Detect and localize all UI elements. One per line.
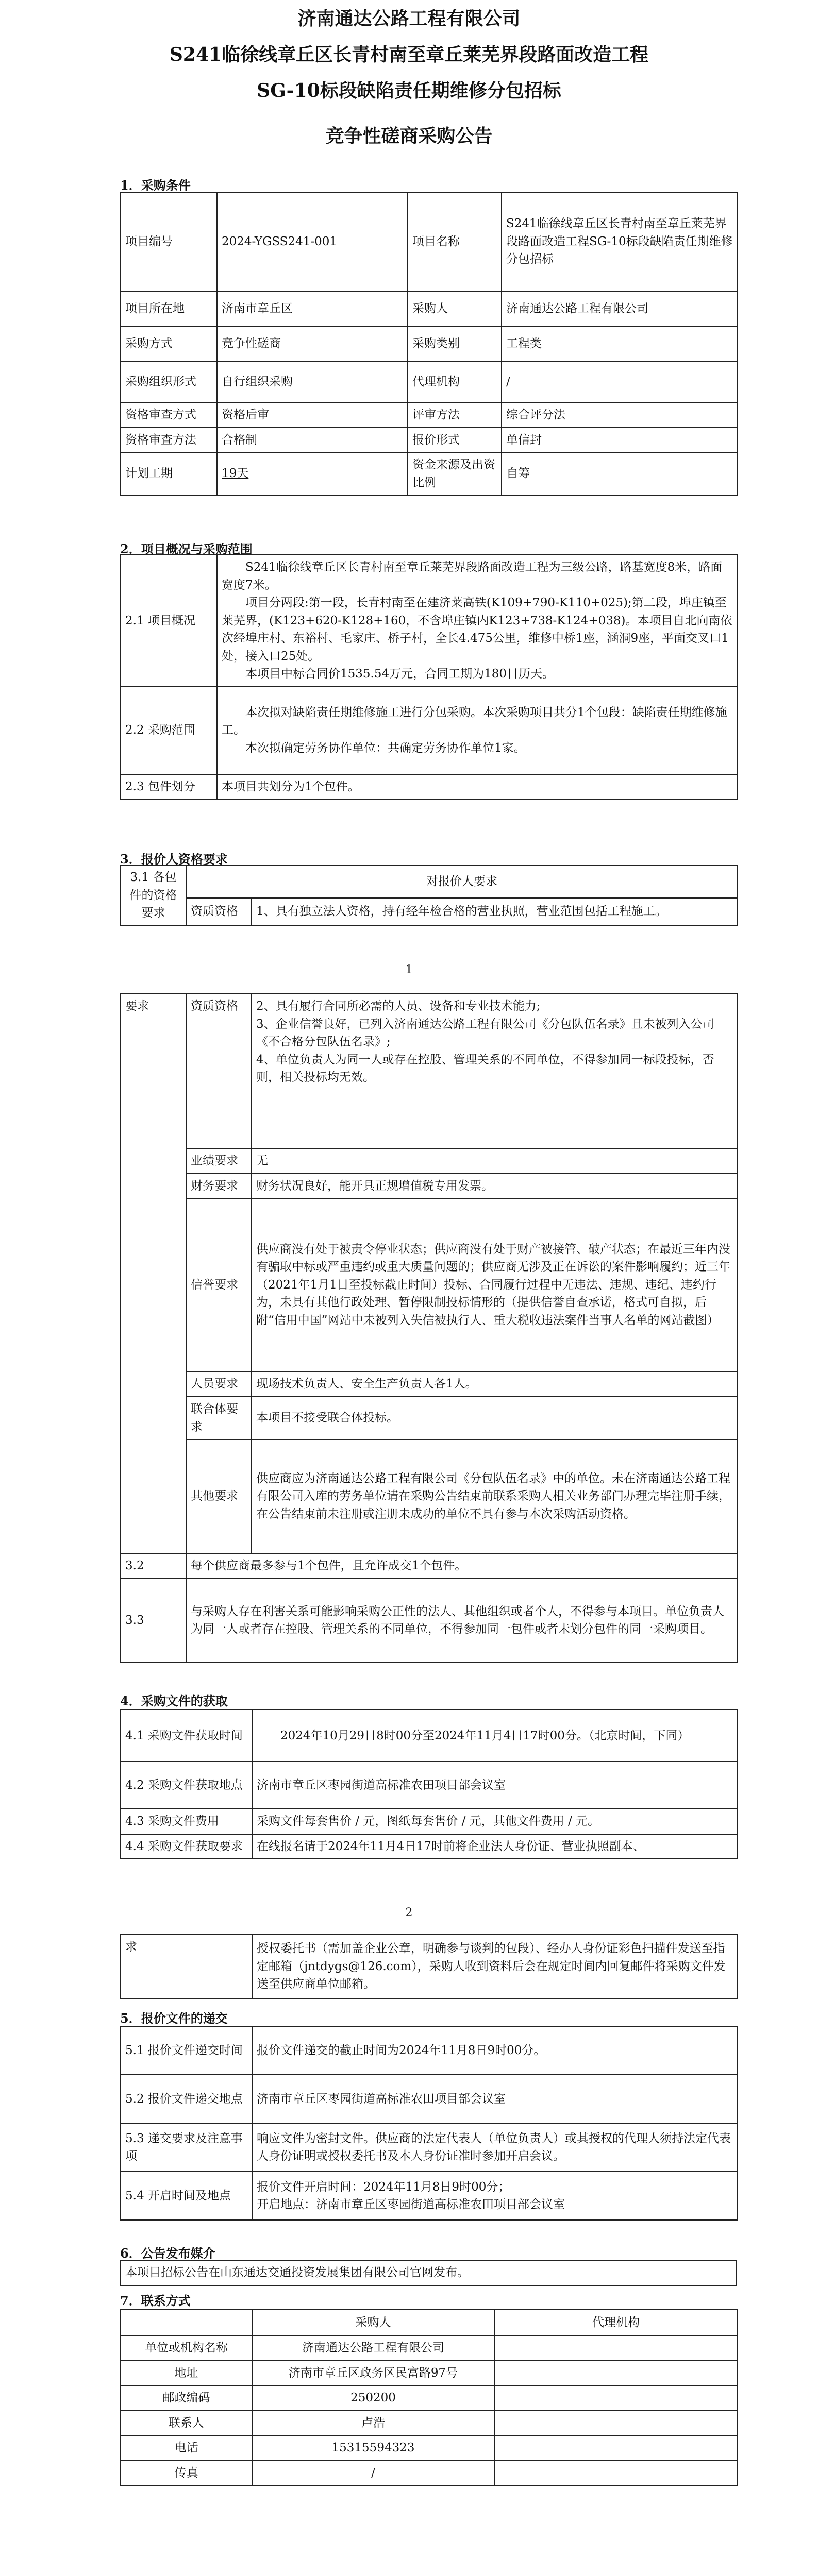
table-row (121, 2435, 738, 2461)
cell-value: 响应文件为密封文件。供应商的法定代表人（单位负责人）或其授权的代理人须持法定代表人身份证明或授权委托书及本人身份证准时参加开启会议。 (252, 2123, 738, 2172)
cell-value: 济南通达公路工程有限公司 (502, 291, 738, 326)
cell-label: 2.3 包件划分 (121, 774, 217, 800)
section-4-title: 4．采购文件的获取 (120, 1693, 228, 1708)
cell-value: 自行组织采购 (217, 361, 408, 402)
table-row (121, 994, 738, 1148)
cell-value: 供应商应为济南通达公路工程有限公司《分包队伍名录》中的单位。未在济南通达公路工程有限公司入库的劳务单位请在采购公告结束前联系采购人相关业务部门办理完毕注册手续，在公告结束前未注册或注册未成功的单位不具有参与本次采购活动资格。 (252, 1440, 738, 1553)
table-row (121, 1174, 738, 1199)
cell-label: 3.3 (121, 1578, 186, 1663)
table-row (121, 291, 738, 326)
table-row (121, 1834, 738, 1859)
cell-value: 本项目不接受联合体投标。 (252, 1397, 738, 1440)
table-row (121, 555, 738, 687)
section-7-title: 7．联系方式 (120, 2293, 191, 2308)
cell-label: 采购人 (408, 291, 502, 326)
cell-value: 报价文件递交的截止时间为2024年11月8日9时00分。 (252, 2026, 738, 2075)
cell-value: 工程类 (502, 326, 738, 361)
cell-value (217, 687, 738, 774)
cell-label: 评审方法 (408, 402, 502, 428)
company-title: 济南通达公路工程有限公司 (297, 8, 521, 29)
cell-label: 3.2 (121, 1553, 186, 1579)
cell-label: 5.1 报价文件递交时间 (121, 2026, 252, 2075)
cell-header: 对报价人要求 (186, 865, 738, 898)
table-row (121, 1371, 738, 1397)
table-row (121, 428, 738, 453)
cell-value: S241临徐线章丘区长青村南至章丘莱芜界段路面改造工程SG-10标段缺陷责任期维修分包招标 (502, 192, 738, 291)
table-row (121, 1578, 738, 1663)
section-title: SG-10标段缺陷责任期维修分包招标 (257, 80, 561, 101)
table-row (121, 1935, 738, 1998)
table-row (121, 774, 738, 800)
section-6-title: 6．公告发布媒介 (120, 2246, 215, 2261)
cell-value (494, 2411, 738, 2436)
cell-label: 项目编号 (121, 192, 217, 291)
table-row (121, 865, 738, 898)
cell-value (494, 2385, 738, 2411)
cell-label: 资金来源及出资比例 (408, 452, 502, 495)
cell-value: 1、具有独立法人资格，持有经年检合格的营业执照，营业范围包括工程施工。 (252, 898, 738, 926)
cell-value: 资格后审 (217, 402, 408, 428)
cell-label: 联系人 (121, 2411, 252, 2436)
cell-value: 与采购人存在利害关系可能影响采购公正性的法人、其他组织或者个人，不得参与本项目。单位负责人为同一人或者存在控股、管理关系的不同单位，不得参加同一包件或者未划分包件的同一采购项目。 (186, 1578, 738, 1663)
duration-value: 19天 (222, 467, 249, 481)
table-row (121, 2310, 738, 2335)
cell-label: 采购方式 (121, 326, 217, 361)
cell-label: 单位或机构名称 (121, 2335, 252, 2361)
procurement-conditions-table (120, 192, 738, 496)
section-2-title: 2．项目概况与采购范围 (120, 541, 253, 556)
cell-value: 合格制 (217, 428, 408, 453)
cell-label: 要求 (121, 994, 186, 1553)
page-number: 2 (405, 1906, 413, 1919)
cell-label: 采购类别 (408, 326, 502, 361)
project-title: S241临徐线章丘区长青村南至章丘莱芜界段路面改造工程 (169, 44, 649, 65)
cell-value: 自筹 (502, 452, 738, 495)
table-row (121, 2385, 738, 2411)
cell-value: 250200 (252, 2385, 494, 2411)
overview-paragraph: S241临徐线章丘区长青村南至章丘莱芜界段路面改造工程为三级公路，路基宽度8米，路面宽度7米。 (222, 561, 723, 592)
table-row (121, 1809, 738, 1834)
cell-value: 本项目共划分为1个包件。 (217, 774, 738, 800)
notice-title: 竞争性磋商采购公告 (325, 125, 493, 147)
qualification-table (120, 993, 738, 1663)
table-row (121, 2361, 738, 2386)
cell-label: 业绩要求 (186, 1148, 252, 1174)
table-row (121, 1761, 738, 1809)
cell-value (494, 2461, 738, 2486)
cell-label: 财务要求 (186, 1174, 252, 1199)
contact-table (120, 2309, 738, 2486)
cell-label: 电话 (121, 2435, 252, 2461)
cell-value (494, 2435, 738, 2461)
cell-label: 2.2 采购范围 (121, 687, 217, 774)
table-row (121, 1553, 738, 1579)
table-row (121, 361, 738, 402)
table-row (121, 1397, 738, 1440)
cell-value: 每个供应商最多参与1个包件，且允许成交1个包件。 (186, 1553, 738, 1579)
page-number: 1 (405, 963, 413, 976)
cell-value (217, 555, 738, 687)
cell-value (252, 2172, 738, 2220)
cell-value: 15315594323 (252, 2435, 494, 2461)
cell-label: 联合体要求 (186, 1397, 252, 1440)
table-row (121, 687, 738, 774)
section-3-title: 3．报价人资格要求 (120, 852, 228, 867)
cell-value: 济南市章丘区政务区民富路97号 (252, 2361, 494, 2386)
media-table (120, 2260, 737, 2286)
table-row (121, 192, 738, 291)
cell-label: 报价形式 (408, 428, 502, 453)
table-row (121, 1148, 738, 1174)
cell-value: / (252, 2461, 494, 2486)
cell-value: / (502, 361, 738, 402)
table-row (121, 2123, 738, 2172)
cell-label: 4.2 采购文件获取地点 (121, 1761, 252, 1809)
cell-value (494, 2361, 738, 2386)
table-row (121, 326, 738, 361)
table-row (121, 2075, 738, 2123)
cell-value: 2、具有履行合同所必需的人员、设备和专业技术能力; 3、企业信誉良好，已列入济南通达公路工程有限公司《分包队伍名录》且未被列入公司《不合格分包队伍名录》; 4、单位负责人为同一人或存在控股、管理关系的不同单位，不得参加同一标段投标，否则，相关投标均无效。 (252, 994, 738, 1148)
cell-label: 项目所在地 (121, 291, 217, 326)
table-row (121, 2260, 737, 2285)
opening-time: 报价文件开启时间：2024年11月8日9时00分； (257, 2180, 510, 2194)
cell-value: 无 (252, 1148, 738, 1174)
cell-value: 济南市章丘区 (217, 291, 408, 326)
cell-label: 人员要求 (186, 1371, 252, 1397)
qualification-table-top (120, 865, 738, 926)
table-row (121, 1198, 738, 1371)
cell-value (217, 452, 408, 495)
cell-value (494, 2335, 738, 2361)
project-overview-table (120, 554, 738, 800)
cell-value: 财务状况良好，能开具正规增值税专用发票。 (252, 1174, 738, 1199)
cell-label: 4.1 采购文件获取时间 (121, 1710, 252, 1761)
table-row (121, 1440, 738, 1553)
cell-label: 信誉要求 (186, 1198, 252, 1371)
table-row (121, 402, 738, 428)
cell-value: 单信封 (502, 428, 738, 453)
cell-value: 2024年10月29日8时00分至2024年11月4日17时00分。（北京时间，下同） (252, 1710, 738, 1761)
submission-table (120, 2026, 738, 2221)
cell-label: 资质资格 (186, 994, 252, 1148)
cell-label: 求 (121, 1935, 252, 1998)
cell-value: 2024-YGSS241-001 (217, 192, 408, 291)
cell-label: 5.3 递交要求及注意事项 (121, 2123, 252, 2172)
cell-value: 济南市章丘区枣园街道高标准农田项目部会议室 (252, 1761, 738, 1809)
cell-label: 资质资格 (186, 898, 252, 926)
section-5-title: 5．报价文件的递交 (120, 2011, 228, 2026)
table-row (121, 2335, 738, 2361)
cell-label: 计划工期 (121, 452, 217, 495)
table-row (121, 2172, 738, 2220)
document-acquisition-table (120, 1709, 738, 1859)
cell-label: 4.4 采购文件获取要求 (121, 1834, 252, 1859)
cell-value: 本项目招标公告在山东通达交通投资发展集团有限公司官网发布。 (121, 2260, 737, 2285)
scope-paragraph: 本次拟对缺陷责任期维修施工进行分包采购。本次采购项目共分1个包段：缺陷责任期维修施工。 (222, 705, 727, 737)
cell-header: 代理机构 (494, 2310, 738, 2335)
cell-label: 5.4 开启时间及地点 (121, 2172, 252, 2220)
cell-label: 地址 (121, 2361, 252, 2386)
cell-value: 供应商没有处于被责令停业状态；供应商没有处于财产被接管、破产状态；在最近三年内没有骗取中标或严重违约或重大质量问题的；供应商无涉及正在诉讼的案件影响履约；近三年（2021年1月1日至投标截止时间）投标、合同履行过程中无违法、违规、违纪、违约行为，未具有其他行政处理、暂停限制投标情形的（提供信誉自查承诺，格式可自拟，后附“信用中国”网站中未被列入失信被执行人、重大税收违法案件当事人名单的网站截图） (252, 1198, 738, 1371)
cell-empty (121, 2310, 252, 2335)
cell-label: 采购组织形式 (121, 361, 217, 402)
cell-header: 采购人 (252, 2310, 494, 2335)
opening-place: 开启地点：济南市章丘区枣园街道高标准农田项目部会议室 (257, 2198, 565, 2211)
cell-value: 在线报名请于2024年11月4日17时前将企业法人身份证、营业执照副本、 (252, 1834, 738, 1859)
document-acquisition-table-cont (120, 1934, 738, 1999)
cell-value: 济南市章丘区枣园街道高标准农田项目部会议室 (252, 2075, 738, 2123)
cell-value: 卢浩 (252, 2411, 494, 2436)
overview-paragraph: 项目分两段:第一段，长青村南至在建济莱高铁(K109+790-K110+025);第二段，埠庄镇至莱芜界，(K123+620-K128+160，不含埠庄镇内K123+738-K124+038)。本项目自北向南依次经埠庄村、东裕村、毛家庄、桥子村，全长4.475公里，维修中桥1座，涵洞9座，平面交叉口1处，接入口25处。 (222, 596, 732, 663)
cell-label: 3.1 各包件的资格要求 (121, 865, 186, 926)
cell-value: 竞争性磋商 (217, 326, 408, 361)
table-row (121, 898, 738, 926)
cell-label: 项目名称 (408, 192, 502, 291)
cell-value: 授权委托书（需加盖企业公章，明确参与谈判的包段）、经办人身份证彩色扫描件发送至指定邮箱（jntdygs@126.com），采购人收到资料后会在规定时间内回复邮件将采购文件发送至供应商单位邮箱。 (252, 1935, 738, 1998)
cell-label: 邮政编码 (121, 2385, 252, 2411)
table-row (121, 2461, 738, 2486)
cell-value: 综合评分法 (502, 402, 738, 428)
section-1-title: 1．采购条件 (120, 178, 191, 193)
overview-paragraph: 本项目中标合同价1535.54万元，合同工期为180日历天。 (245, 667, 555, 681)
cell-value: 济南通达公路工程有限公司 (252, 2335, 494, 2361)
table-row (121, 452, 738, 495)
cell-label: 资格审查方法 (121, 428, 217, 453)
cell-label: 其他要求 (186, 1440, 252, 1553)
cell-value: 现场技术负责人、安全生产负责人各1人。 (252, 1371, 738, 1397)
scope-paragraph: 本次拟确定劳务协作单位：共确定劳务协作单位1家。 (245, 741, 526, 755)
table-row (121, 1710, 738, 1761)
cell-label: 资格审查方式 (121, 402, 217, 428)
cell-label: 4.3 采购文件费用 (121, 1809, 252, 1834)
table-row (121, 2026, 738, 2075)
cell-label: 传真 (121, 2461, 252, 2486)
cell-value: 采购文件每套售价 / 元，图纸每套售价 / 元，其他文件费用 / 元。 (252, 1809, 738, 1834)
cell-label: 代理机构 (408, 361, 502, 402)
cell-label: 5.2 报价文件递交地点 (121, 2075, 252, 2123)
cell-label: 2.1 项目概况 (121, 555, 217, 687)
table-row (121, 2411, 738, 2436)
